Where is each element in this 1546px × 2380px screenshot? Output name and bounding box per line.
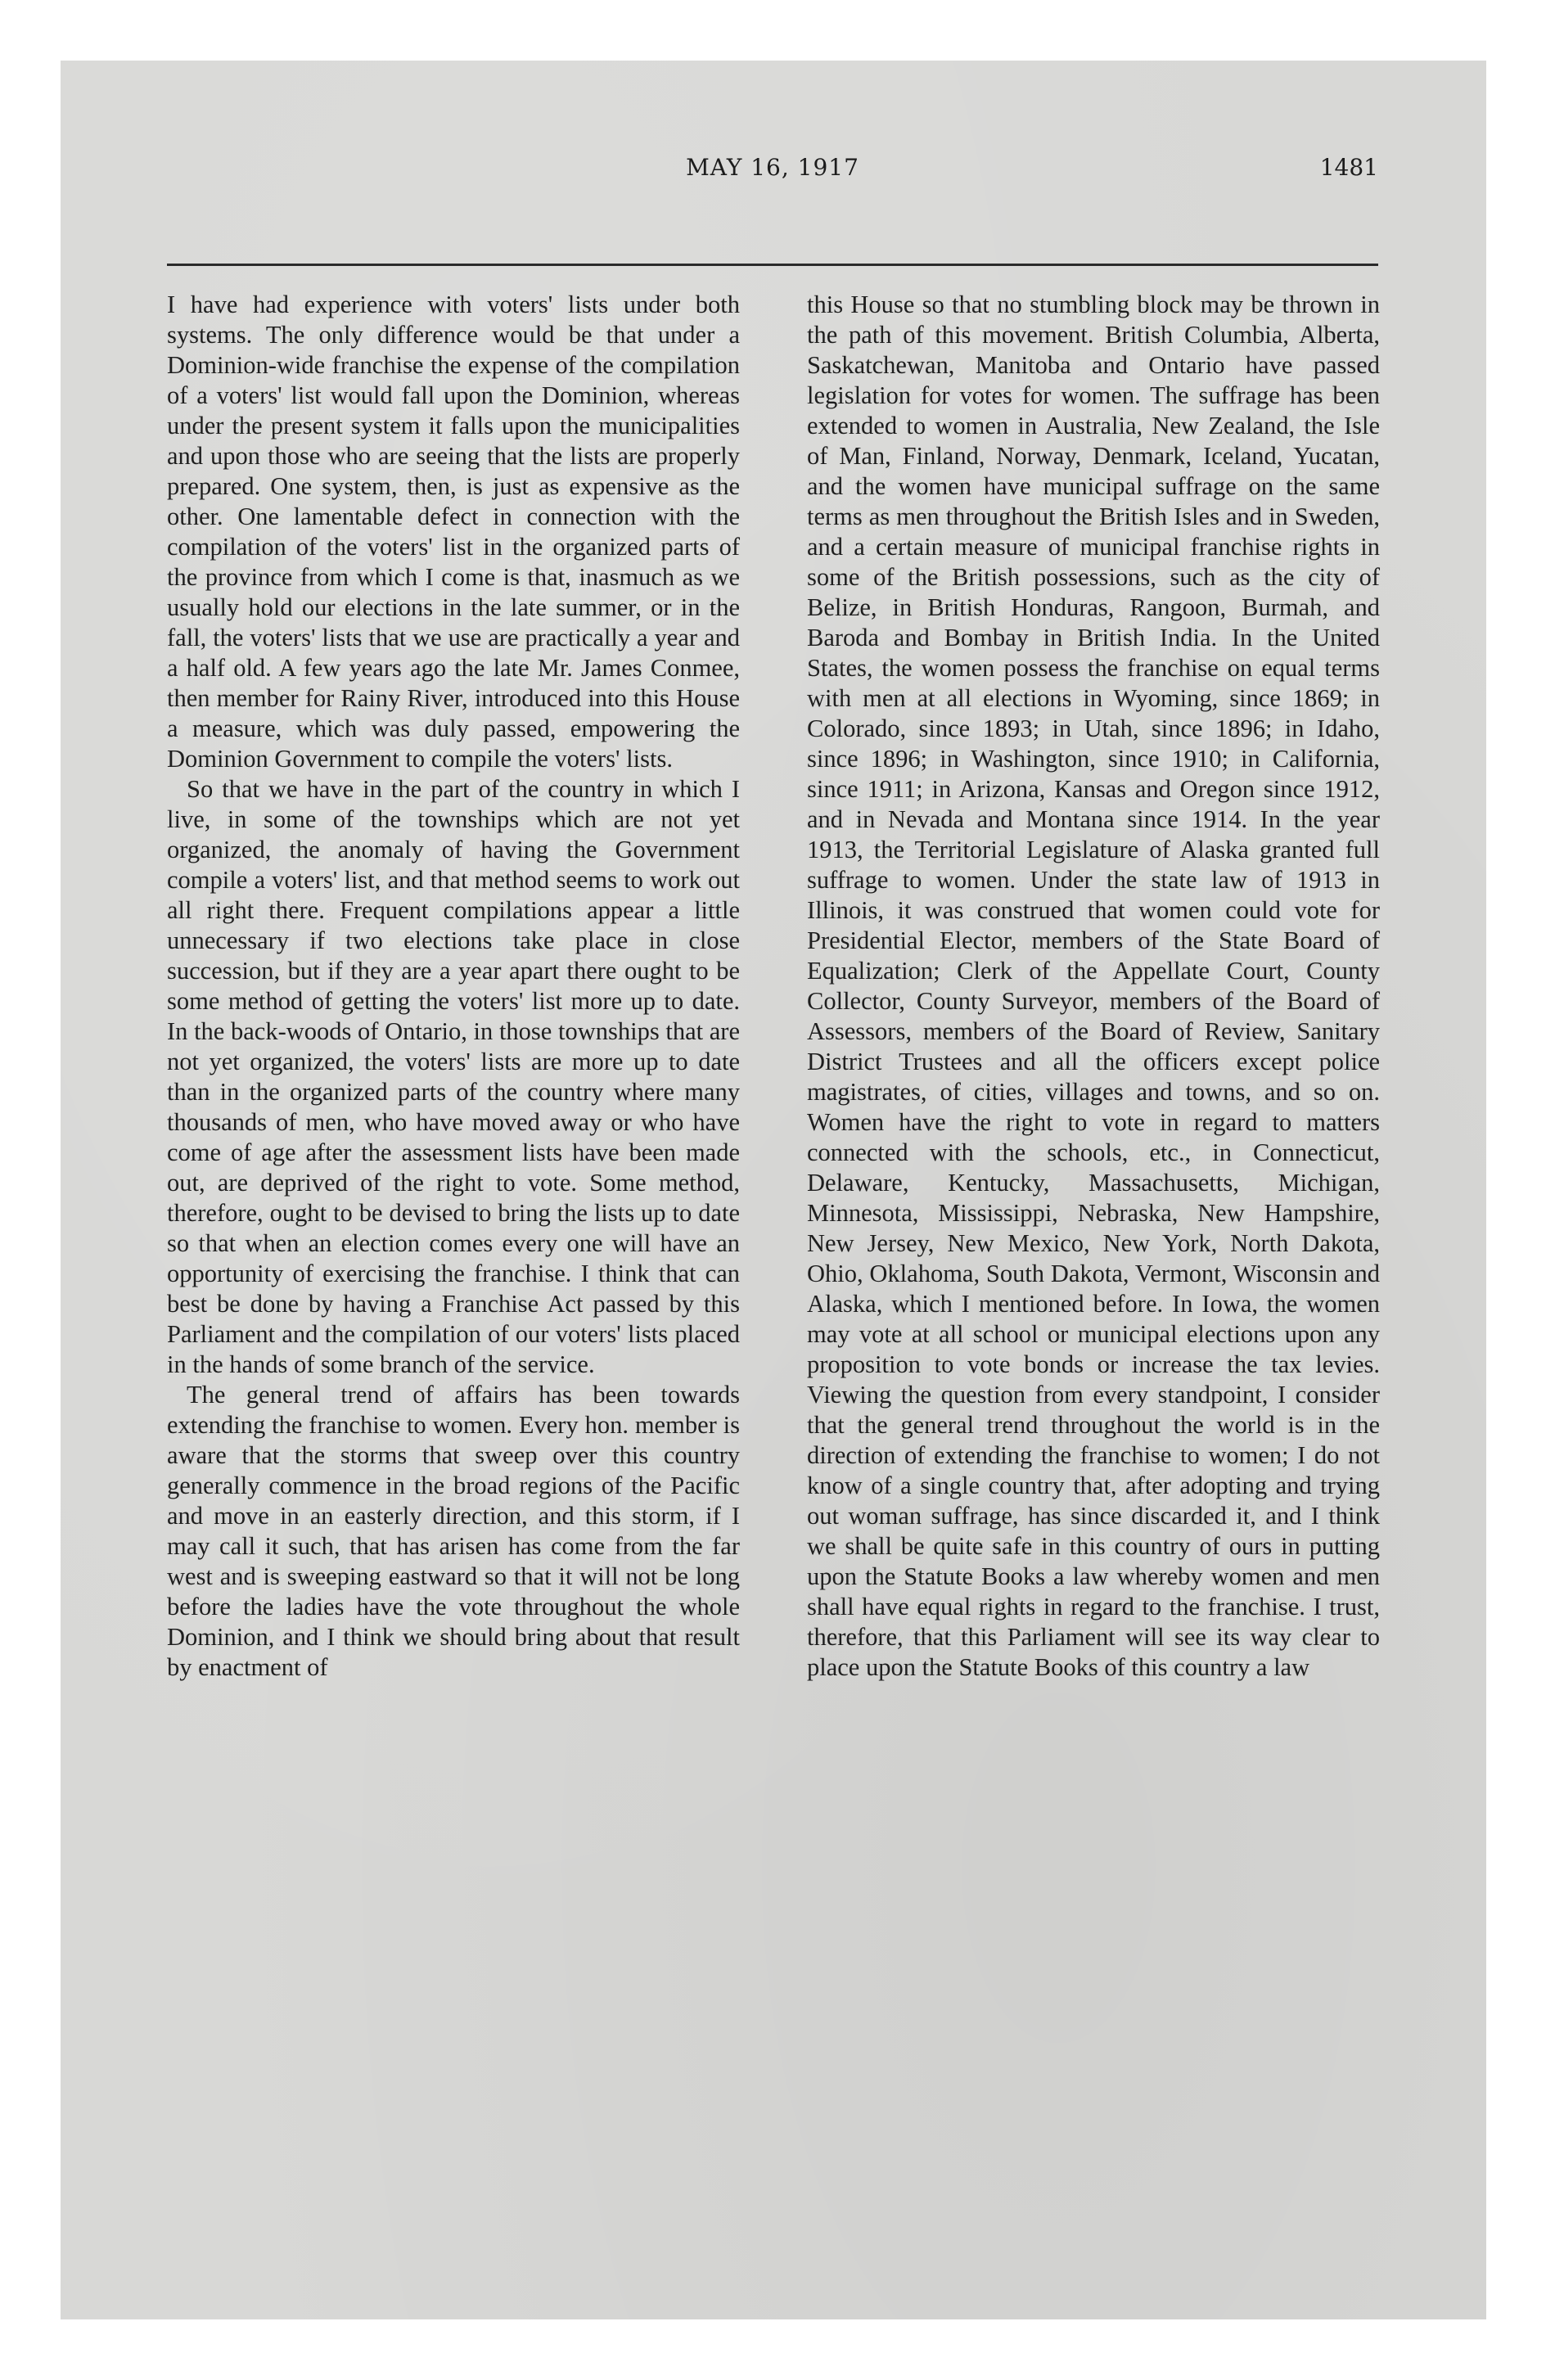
left-column (167, 290, 740, 1683)
left-paragraph-1: I have had experience with voters' lists under both systems. The only difference would be that under a Dominion-wide franchise the expense of the compilation of a voters' list would fall upon the Dominion, whereas under the present system it falls upon the municipalities and upon those who are seeing that the lists are properly prepared. One system, then, is just as expensive as the other. One lamentable defect in connection with the compilation of the voters' list in the organized parts of the province from which I come is that, inasmuch as we usually hold our elections in the late summer, or in the fall, the voters' lists that we use are practically a year and a half old. A few years ago the late Mr. James Conmee, then member for Rainy River, introduced into this House a measure, which was duly passed, empowering the Dominion Government to compile the voters' lists. (167, 291, 740, 773)
left-paragraph-2: So that we have in the part of the country in which I live, in some of the townships which are not yet organized, the anomaly of having the Government compile a voters' list, and that method seems to work out all right there. Frequent compilations appear a little unnecessary if two elections take place in close succession, but if they are a year apart there ought to be some method of getting the voters' list more up to date. In the back-woods of Ontario, in those townships that are not yet organized, the voters' lists are more up to date than in the organized parts of the country where many thousands of men, who have moved away or who have come of age after the assessment lists have been made out, are deprived of the right to vote. Some method, therefore, ought to be devised to bring the lists up to date so that when an election comes every one will have an opportunity of exercising the franchise. I think that can best be done by having a Franchise Act passed by this Parliament and the compilation of our voters' lists placed in the hands of some branch of the service. (167, 775, 740, 1378)
header-rule (167, 264, 1378, 266)
page-date: MAY 16, 1917 (686, 154, 859, 181)
scanned-page-background (61, 61, 1486, 2319)
page-header (167, 142, 1378, 200)
right-column (807, 290, 1380, 1683)
hansard-page (167, 142, 1380, 1681)
page-number: 1481 (1319, 154, 1378, 181)
left-paragraph-3: The general trend of affairs has been towards extending the franchise to women. Every hon. member is aware that the storms that sweep over this country generally commence in the broad regions of the Pacific and move in an easterly direction, and this storm, if I may call it such, that has arisen has come from the far west and is sweeping eastward so that it will not be long before the ladies have the vote throughout the whole Dominion, and I think we should bring about that result by enactment of (167, 1381, 740, 1681)
right-paragraph-1: this House so that no stumbling block may be thrown in the path of this movement. British Columbia, Alberta, Saskatchewan, Manitoba and Ontario have passed legislation for votes for women. The suffrage has been extended to women in Australia, New Zealand, the Isle of Man, Finland, Norway, Denmark, Iceland, Yucatan, and the women have municipal suffrage on the same terms as men throughout the British Isles and in Sweden, and a certain measure of municipal franchise rights in some of the British possessions, such as the city of Belize, in British Honduras, Rangoon, Burmah, and Baroda and Bombay in British India. In the United States, the women possess the franchise on equal terms with men at all elections in Wyoming, since 1869; in Colorado, since 1893; in Utah, since 1896; in Idaho, since 1896; in Washington, since 1910; in California, since 1911; in Arizona, Kansas and Oregon since 1912, and in Nevada and Montana since 1914. In the year 1913, the Territorial Legislature of Alaska granted full suffrage to women. Under the state law of 1913 in Illinois, it was construed that women could vote for Presidential Elector, members of the State Board of Equalization; Clerk of the Appellate Court, County Collector, County Surveyor, members of the Board of Assessors, members of the Board of Review, Sanitary District Trustees and all the officers except police magistrates, of cities, villages and towns, and so on. Women have the right to vote in regard to matters connected with the schools, etc., in Connecticut, Delaware, Kentucky, Massachusetts, Michigan, Minnesota, Mississippi, Nebraska, New Hampshire, New Jersey, New Mexico, New York, North Dakota, Ohio, Oklahoma, South Dakota, Vermont, Wisconsin and Alaska, which I mentioned before. In Iowa, the women may vote at all school or municipal elections upon any proposition to vote bonds or increase the tax levies. Viewing the question from every standpoint, I consider that the general trend throughout the world is in the direction of extending the franchise to women; I do not know of a single country that, after adopting and trying out woman suffrage, has since discarded it, and I think we shall be quite safe in this country of ours in putting upon the Statute Books a law whereby women and men shall have equal rights in regard to the franchise. I trust, therefore, that this Parliament will see its way clear to place upon the Statute Books of this country a law (807, 291, 1380, 1681)
